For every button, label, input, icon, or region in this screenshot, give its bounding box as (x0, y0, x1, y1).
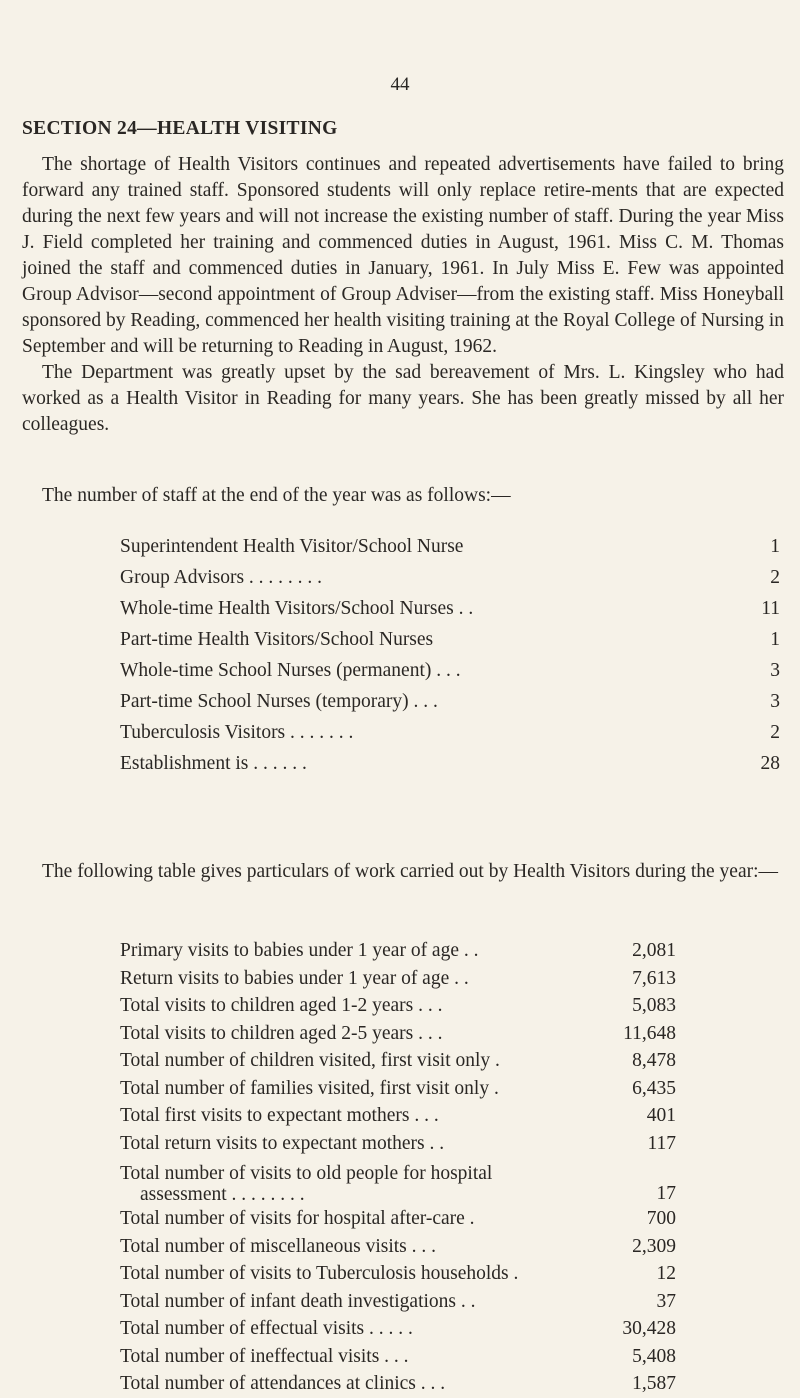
row-value: 5,408 (632, 1345, 676, 1367)
row-value: 12 (656, 1263, 676, 1284)
paragraph-staff-shortage: The shortage of Health Visitors continues and repeated advertisements have failed to bring forward any trained staff. Sponsored students will only replace retire-ments that are expected during the next few years and will not increase the existing number of staff. During the year Miss J. Field completed her training and commenced duties in August, 1961. Miss C. M. Thomas joined the staff and commenced duties in January, 1961. In July Miss E. Few was appointed Group Advisor—second appointment of Group Adviser—from the existing staff. Miss Honeyball sponsored by Reading, commenced her health visiting training at the Royal College of Nursing in September and will be returning to Reading in August, 1962. (22, 154, 784, 357)
staff-row (120, 531, 780, 562)
row-label-text: Part-time Health Visitors/School Nurses (120, 629, 434, 650)
work-row (120, 1370, 676, 1398)
row-label-text: Establishment is . . . . . . (120, 753, 307, 774)
work-row (120, 1075, 676, 1103)
row-label (120, 748, 307, 779)
row-label-text: Whole-time School Nurses (permanent) . . . (120, 660, 461, 681)
work-row (120, 1102, 676, 1130)
work-row (120, 992, 676, 1020)
work-row (120, 937, 676, 965)
staff-row (120, 655, 780, 686)
row-value: 3 (770, 691, 780, 712)
staff-row (120, 686, 780, 717)
row-label (120, 1205, 475, 1233)
row-label-text: Total number of attendances at clinics . . . (120, 1373, 446, 1394)
staff-list (120, 531, 780, 779)
row-label-text: Total number of effectual visits . . . . . (120, 1318, 413, 1339)
staff-row (120, 624, 780, 655)
row-value: 37 (656, 1290, 676, 1312)
work-row (120, 965, 676, 993)
work-row (120, 1157, 676, 1205)
row-label-text: Total number of infant death investigations . . (120, 1290, 476, 1312)
work-row (120, 1020, 676, 1048)
row-label-text: Group Advisors . . . . . . . . (120, 567, 323, 588)
work-row (120, 1288, 676, 1316)
paragraph-bereavement: The Department was greatly upset by the sad bereavement of Mrs. L. Kingsley who had worked as a Health Visitor in Reading for many years. She has been greatly missed by all her colleagues. (22, 362, 784, 435)
row-label (120, 717, 353, 748)
row-label (120, 1370, 445, 1398)
row-value: 2 (770, 722, 780, 743)
row-value: 3 (770, 660, 780, 681)
page-number: 44 (390, 74, 410, 95)
row-label (120, 1288, 476, 1316)
row-label (120, 562, 322, 593)
row-value: 1,587 (632, 1373, 676, 1394)
row-label-text: Total number of children visited, first visit only . (120, 1050, 500, 1071)
row-label (120, 686, 438, 717)
row-value: 6,435 (632, 1077, 676, 1099)
row-label (120, 655, 461, 686)
row-label (120, 1343, 409, 1371)
row-label-text: Total number of visits to old people for hospital (120, 1163, 493, 1184)
row-value: 8,478 (632, 1050, 676, 1071)
row-label-continuation: assessment . . . . . . . . (140, 1184, 305, 1205)
row-label (120, 1075, 499, 1103)
row-label (120, 593, 473, 624)
row-label-text: Total visits to children aged 2-5 years . . . (120, 1022, 443, 1044)
section-heading: SECTION 24—HEALTH VISITING (22, 118, 338, 139)
row-value: 28 (760, 753, 780, 774)
row-label (120, 1047, 500, 1075)
work-row (120, 1233, 676, 1261)
row-label (120, 1163, 492, 1205)
row-value: 7,613 (632, 967, 676, 989)
row-label-text: Total number of ineffectual visits . . . (120, 1345, 409, 1367)
staff-row (120, 562, 780, 593)
row-value: 2,081 (632, 940, 676, 961)
row-label (120, 1020, 442, 1048)
work-row (120, 1315, 676, 1343)
row-label-text: Total number of visits to Tuberculosis households . (120, 1263, 519, 1284)
row-label-text: Return visits to babies under 1 year of age . . (120, 967, 469, 989)
row-value: 1 (770, 629, 780, 650)
row-label (120, 965, 469, 993)
work-row (120, 1205, 676, 1233)
row-value: 11,648 (623, 1022, 676, 1044)
work-table (120, 937, 676, 1398)
row-label (120, 1130, 444, 1158)
row-label-text: Total number of families visited, first visit only . (120, 1077, 499, 1099)
row-value: 401 (646, 1105, 676, 1126)
row-label (120, 1260, 518, 1288)
row-value: 700 (646, 1208, 676, 1229)
row-label-text: Whole-time Health Visitors/School Nurses . . (120, 598, 474, 619)
paragraph-work-intro: The following table gives particulars of work carried out by Health Visitors during the year:— (42, 861, 779, 882)
row-label (120, 937, 479, 965)
row-label (120, 992, 442, 1020)
row-value: 5,083 (632, 995, 676, 1016)
row-label (120, 1102, 439, 1130)
row-label-text: Total number of visits for hospital after-care . (120, 1208, 475, 1229)
work-row (120, 1343, 676, 1371)
row-value: 30,428 (622, 1318, 676, 1339)
row-label (120, 624, 433, 655)
row-label-text: Total first visits to expectant mothers . . . (120, 1105, 439, 1126)
paragraph-staff-intro: The number of staff at the end of the year was as follows:— (42, 485, 511, 506)
row-label (120, 1315, 413, 1343)
row-label-text: Total visits to children aged 1-2 years . . . (120, 995, 443, 1016)
row-label-text: Part-time School Nurses (temporary) . . . (120, 691, 438, 712)
work-row (120, 1130, 676, 1158)
staff-row (120, 717, 780, 748)
work-row (120, 1260, 676, 1288)
row-value: 117 (647, 1132, 676, 1154)
row-label (120, 1233, 436, 1261)
row-label-text: Primary visits to babies under 1 year of age . . (120, 940, 479, 961)
row-label-text: Total number of miscellaneous visits . . . (120, 1235, 436, 1257)
row-value: 2,309 (632, 1235, 676, 1257)
row-value: 1 (770, 536, 780, 557)
row-label (120, 531, 463, 562)
row-value: 17 (656, 1183, 676, 1204)
row-label-text: Total return visits to expectant mothers . . (120, 1132, 445, 1154)
row-value: 11 (761, 598, 780, 619)
staff-row (120, 748, 780, 779)
staff-row (120, 593, 780, 624)
work-row (120, 1047, 676, 1075)
row-value: 2 (770, 567, 780, 588)
row-label-text: Superintendent Health Visitor/School Nurse (120, 536, 464, 557)
row-label-text: Tuberculosis Visitors . . . . . . . (120, 722, 354, 743)
